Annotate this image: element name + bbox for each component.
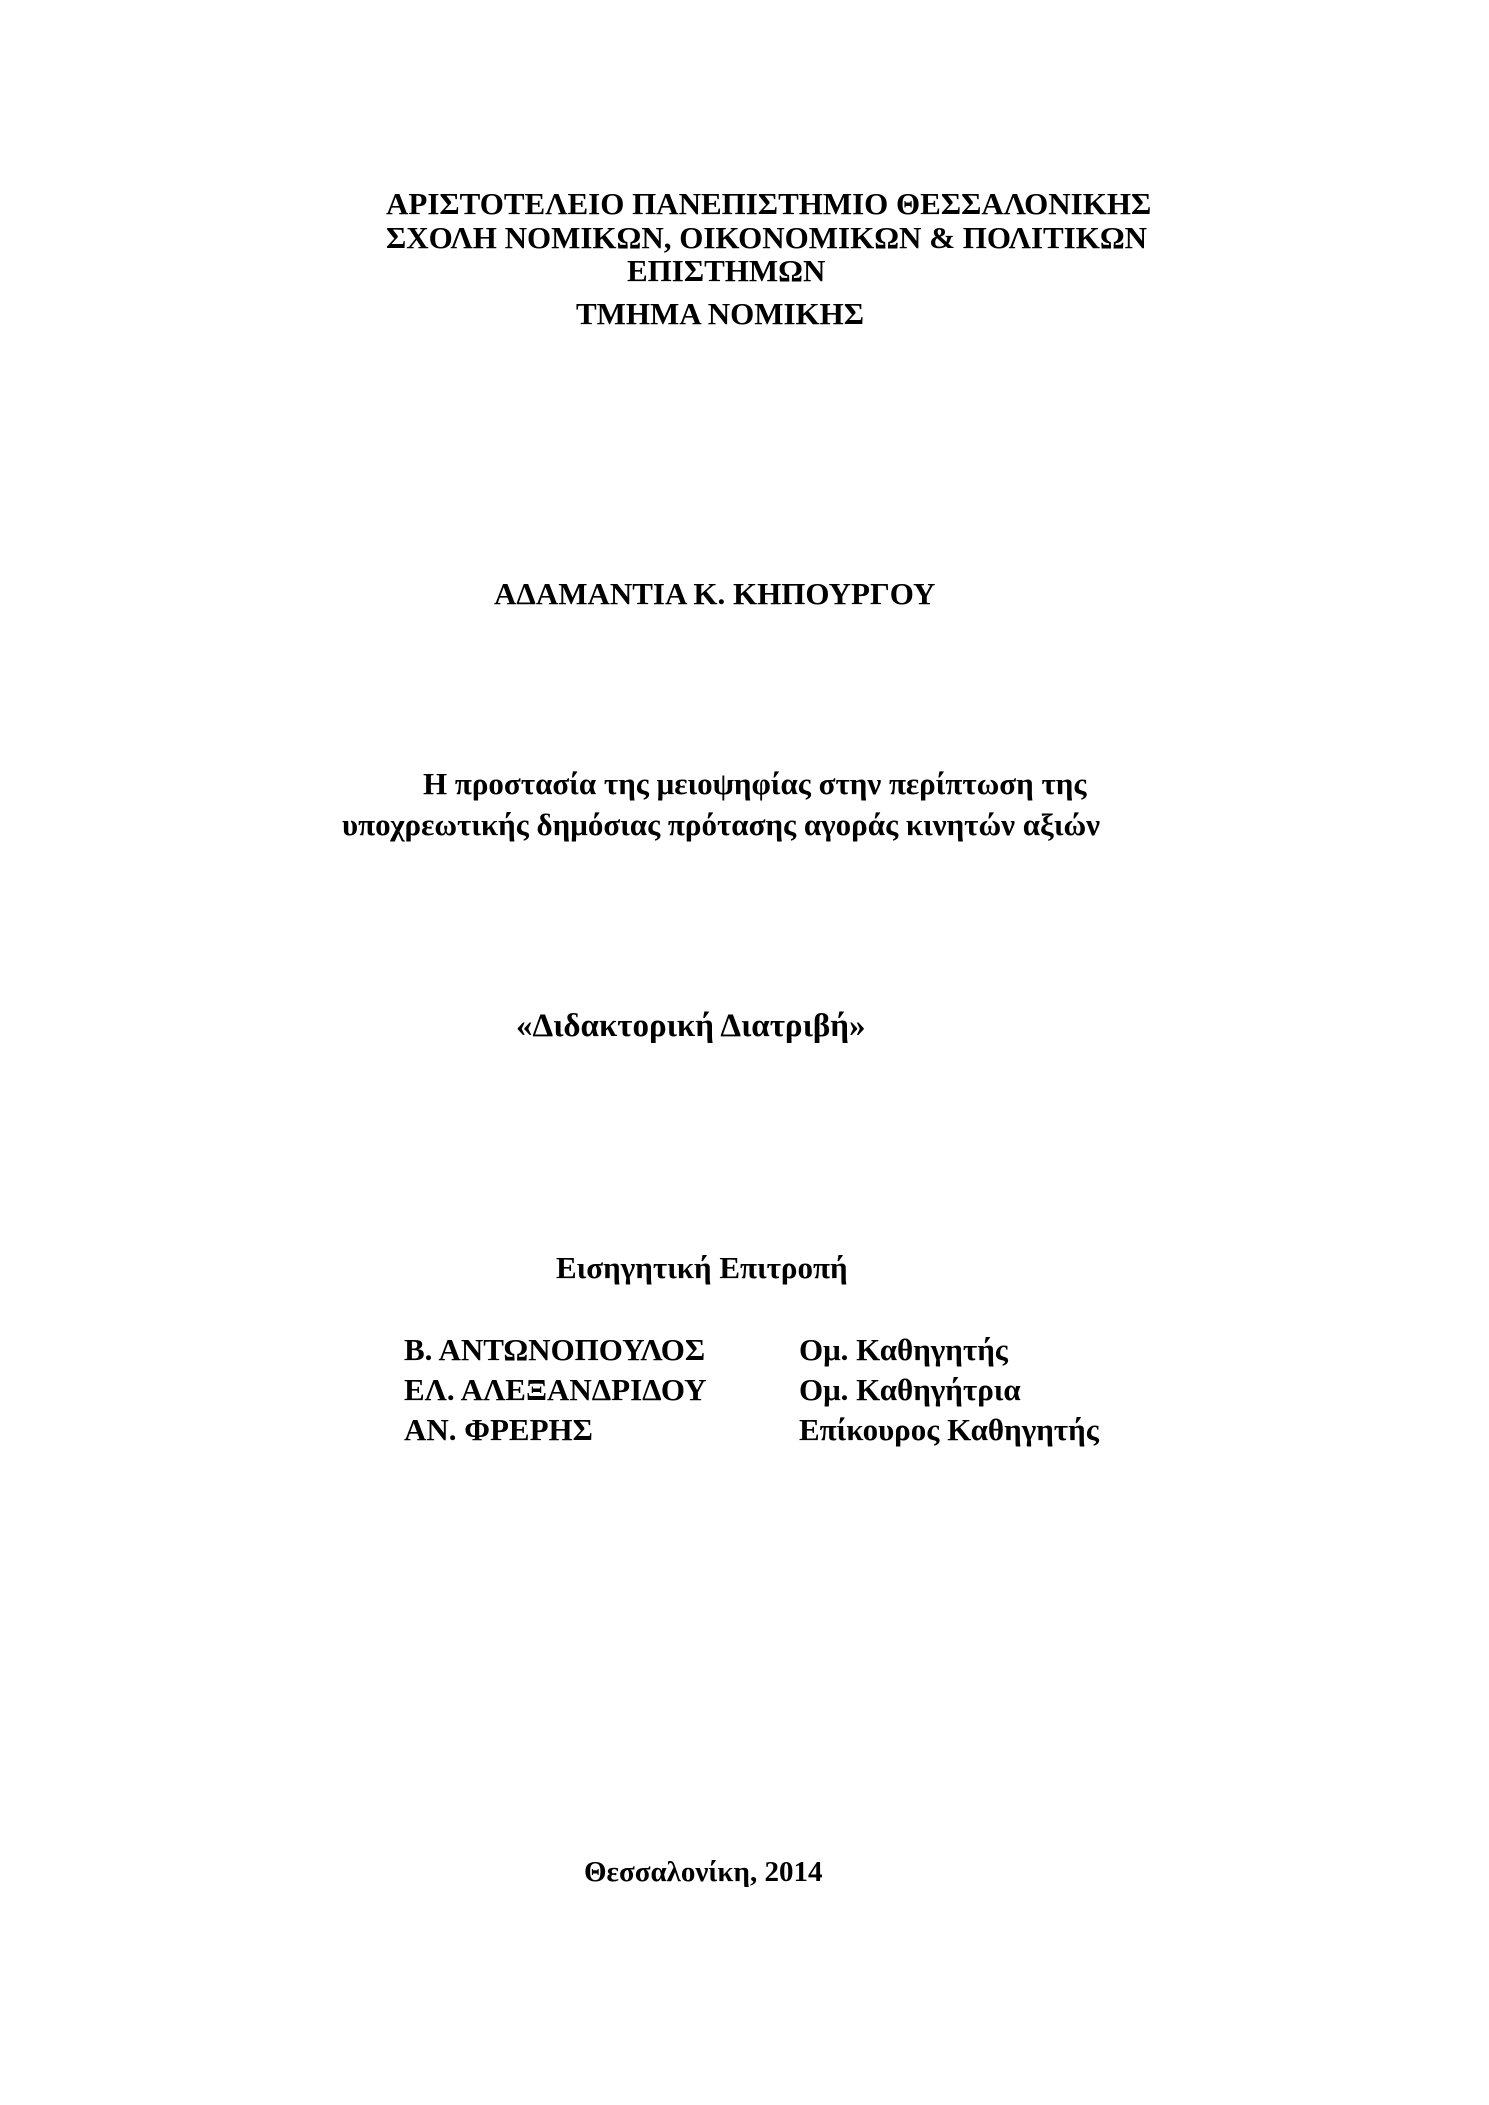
- school-name-line1: ΣΧΟΛΗ ΝΟΜΙΚΩΝ, ΟΙΚΟΝΟΜΙΚΩΝ & ΠΟΛΙΤΙΚΩΝ: [386, 220, 1148, 255]
- committee-member-name: ΑΝ. ΦΡΕΡΗΣ: [404, 1412, 593, 1447]
- place-and-year: Θεσσαλονίκη, 2014: [584, 1856, 823, 1888]
- committee-member-role: Ομ. Καθηγήτρια: [799, 1372, 1021, 1407]
- committee-member-name: ΕΛ. ΑΛΕΞΑΝΔΡΙΔΟΥ: [404, 1372, 707, 1407]
- thesis-title-line2: υποχρεωτικής δημόσιας πρότασης αγοράς κινητών αξιών: [342, 807, 1100, 842]
- committee-member-name: Β. ΑΝΤΩΝΟΠΟΥΛΟΣ: [404, 1332, 706, 1367]
- committee-member-role: Ομ. Καθηγητής: [799, 1332, 1008, 1367]
- school-name-line2: ΕΠΙΣΤΗΜΩΝ: [627, 253, 826, 288]
- department-name: ΤΜΗΜΑ ΝΟΜΙΚΗΣ: [576, 296, 865, 331]
- document-type: «Διδακτορική Διατριβή»: [516, 1008, 866, 1044]
- committee-member-role: Επίκουρος Καθηγητής: [799, 1412, 1099, 1447]
- committee-label: Εισηγητική Επιτροπή: [556, 1250, 848, 1285]
- thesis-title-line1: Η προστασία της μειοψηφίας στην περίπτωση της: [423, 766, 1087, 801]
- author-name: ΑΔΑΜΑΝΤΙΑ Κ. ΚΗΠΟΥΡΓΟΥ: [494, 576, 936, 611]
- university-name: ΑΡΙΣΤΟΤΕΛΕΙΟ ΠΑΝΕΠΙΣΤΗΜΙΟ ΘΕΣΣΑΛΟΝΙΚΗΣ: [386, 186, 1152, 221]
